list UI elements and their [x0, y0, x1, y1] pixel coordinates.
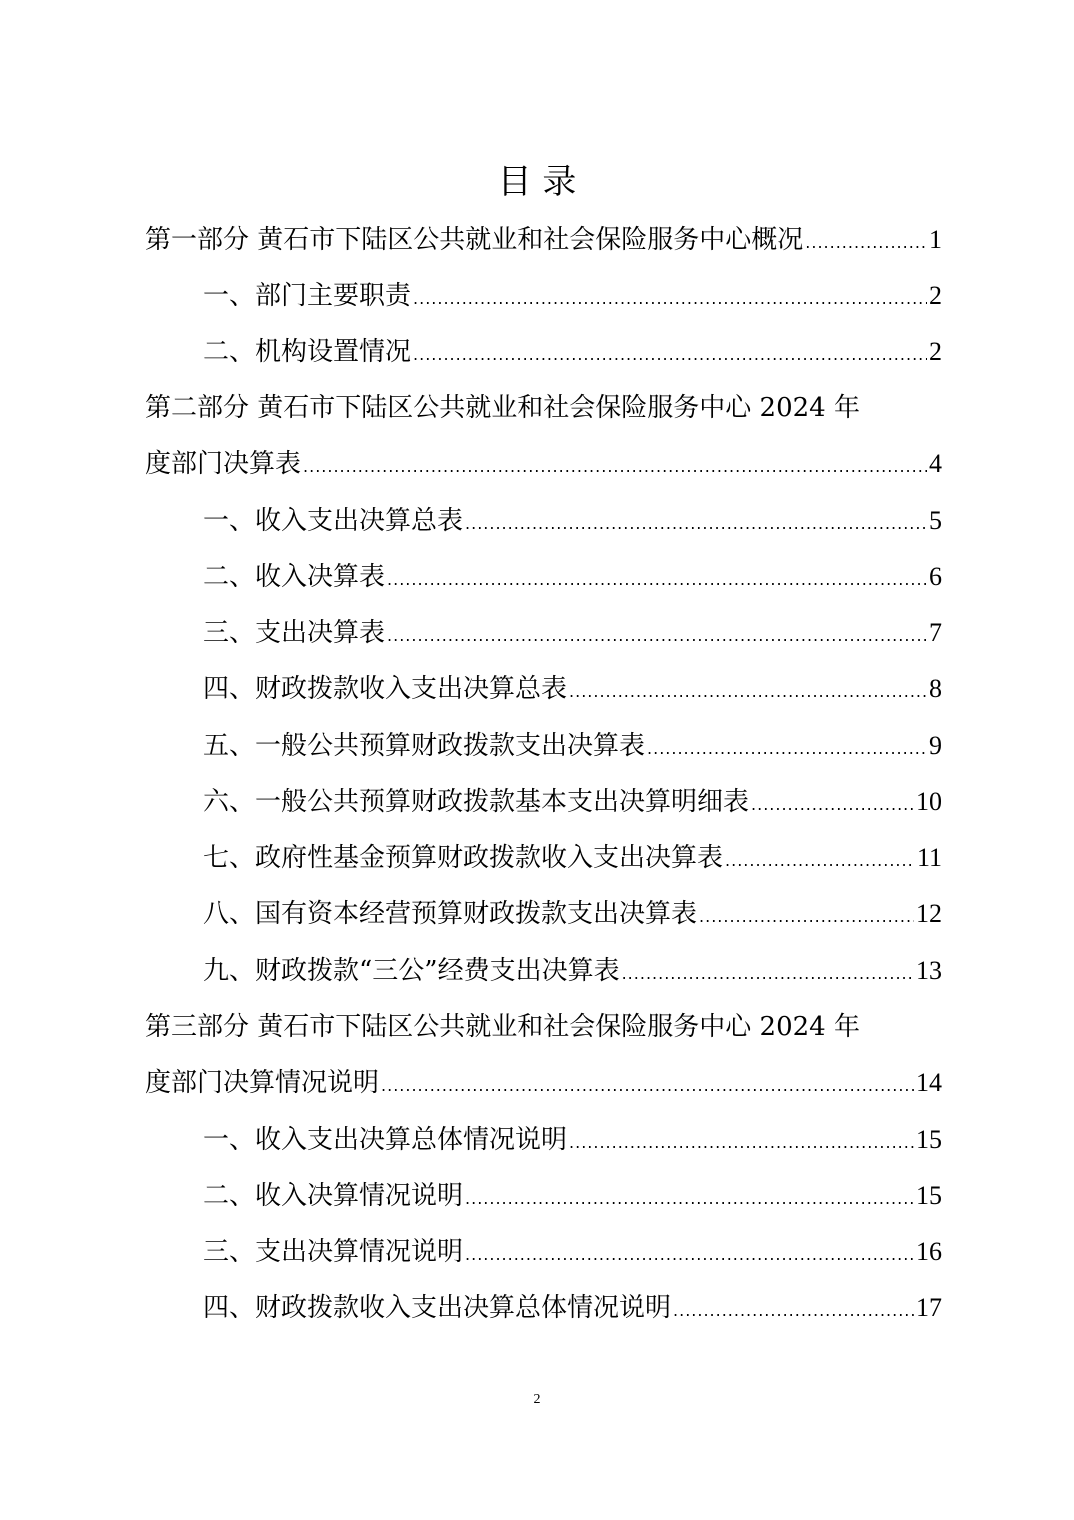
toc-entry[interactable] — [203, 1232, 942, 1272]
toc-entry-text: 五、一般公共预算财政拨款支出决算表 — [203, 731, 646, 761]
toc-entry-text: 二、收入决算情况说明 — [203, 1181, 464, 1211]
toc-entry[interactable] — [203, 838, 942, 878]
toc-leader — [647, 729, 927, 769]
toc-page-number: 6 — [929, 562, 942, 591]
toc-page-number: 4 — [929, 449, 942, 478]
toc-leader — [673, 1291, 914, 1331]
toc-entry-text: 度部门决算情况说明 — [145, 1068, 380, 1098]
toc-page-number: 2 — [929, 337, 942, 366]
toc-leader — [569, 672, 927, 712]
toc-entry-text: 一、部门主要职责 — [203, 281, 412, 311]
toc-page-number: 15 — [916, 1125, 942, 1154]
toc-page-number: 11 — [916, 843, 942, 872]
toc-entry-part-2[interactable] — [145, 388, 942, 428]
toc-page-number: 17 — [916, 1293, 942, 1322]
toc-page-number: 5 — [929, 506, 942, 535]
toc-entry-text: 第三部分 黄石市下陆区公共就业和社会保险服务中心 2024 年 — [145, 1012, 860, 1042]
toc-entry[interactable] — [203, 894, 942, 934]
toc-leader — [751, 785, 914, 825]
toc-leader — [387, 616, 927, 656]
toc-entry-text: 四、财政拨款收入支出决算总体情况说明 — [203, 1293, 672, 1323]
toc-leader — [465, 1179, 914, 1219]
toc-entry-part-2-continued[interactable] — [145, 444, 942, 484]
toc-leader — [725, 841, 915, 881]
toc-entry-text: 第二部分 黄石市下陆区公共就业和社会保险服务中心 2024 年 — [145, 393, 860, 423]
toc-entry-text: 三、支出决算情况说明 — [203, 1237, 464, 1267]
toc-page-number: 15 — [916, 1181, 942, 1210]
toc-entry-text: 八、国有资本经营预算财政拨款支出决算表 — [203, 899, 698, 929]
toc-leader — [465, 1235, 914, 1275]
toc-page-number: 14 — [916, 1068, 942, 1097]
toc-entry[interactable] — [203, 501, 942, 541]
toc-entry-text: 度部门决算表 — [145, 449, 302, 479]
toc-entry-text: 一、收入支出决算总体情况说明 — [203, 1125, 568, 1155]
toc-entry-text: 二、机构设置情况 — [203, 337, 412, 367]
toc-entry-text: 三、支出决算表 — [203, 618, 386, 648]
toc-page-number: 12 — [916, 899, 942, 928]
toc-page-number: 8 — [929, 674, 942, 703]
toc-page-number: 13 — [916, 956, 942, 985]
toc-leader — [387, 560, 927, 600]
toc-leader — [699, 897, 914, 937]
toc-page-number: 9 — [929, 731, 942, 760]
toc-entry[interactable] — [203, 276, 942, 316]
toc-page-number: 10 — [916, 787, 942, 816]
toc-leader — [303, 447, 927, 487]
page-number-footer: 2 — [533, 1392, 541, 1407]
toc-entry-text: 一、收入支出决算总表 — [203, 506, 464, 536]
toc-entry[interactable] — [203, 782, 942, 822]
toc-entry-text: 四、财政拨款收入支出决算总表 — [203, 674, 568, 704]
toc-entry[interactable] — [203, 557, 942, 597]
toc-entry-part-3-continued[interactable] — [145, 1063, 942, 1103]
toc-entry-text: 二、收入决算表 — [203, 562, 386, 592]
toc-page-number: 2 — [929, 281, 942, 310]
toc-entry[interactable] — [203, 1120, 942, 1160]
toc-entry[interactable] — [203, 951, 942, 991]
toc-entry[interactable] — [203, 613, 942, 653]
toc-entry[interactable] — [203, 1176, 942, 1216]
toc-page-number: 7 — [929, 618, 942, 647]
toc-entry[interactable] — [203, 332, 942, 372]
toc-leader — [413, 279, 927, 319]
toc-leader — [805, 223, 927, 263]
toc-entry-text: 七、政府性基金预算财政拨款收入支出决算表 — [203, 843, 724, 873]
toc-leader — [569, 1123, 914, 1163]
toc-entry-part-1[interactable] — [145, 220, 942, 260]
toc-page-number: 16 — [916, 1237, 942, 1266]
toc-entry-text: 六、一般公共预算财政拨款基本支出决算明细表 — [203, 787, 750, 817]
toc-entry-text: 九、财政拨款“三公”经费支出决算表 — [203, 956, 620, 986]
toc-entry-part-3[interactable] — [145, 1007, 942, 1047]
toc-leader — [413, 335, 927, 375]
toc-entry-text: 第一部分 黄石市下陆区公共就业和社会保险服务中心概况 — [145, 225, 804, 255]
toc-leader — [381, 1066, 914, 1106]
toc-entry[interactable] — [203, 726, 942, 766]
toc-title: 目 录 — [497, 162, 577, 202]
toc-leader — [465, 504, 927, 544]
toc-leader — [622, 954, 914, 994]
toc-entry[interactable] — [203, 1288, 942, 1328]
toc-page-number: 1 — [929, 225, 942, 254]
toc-entry[interactable] — [203, 669, 942, 709]
